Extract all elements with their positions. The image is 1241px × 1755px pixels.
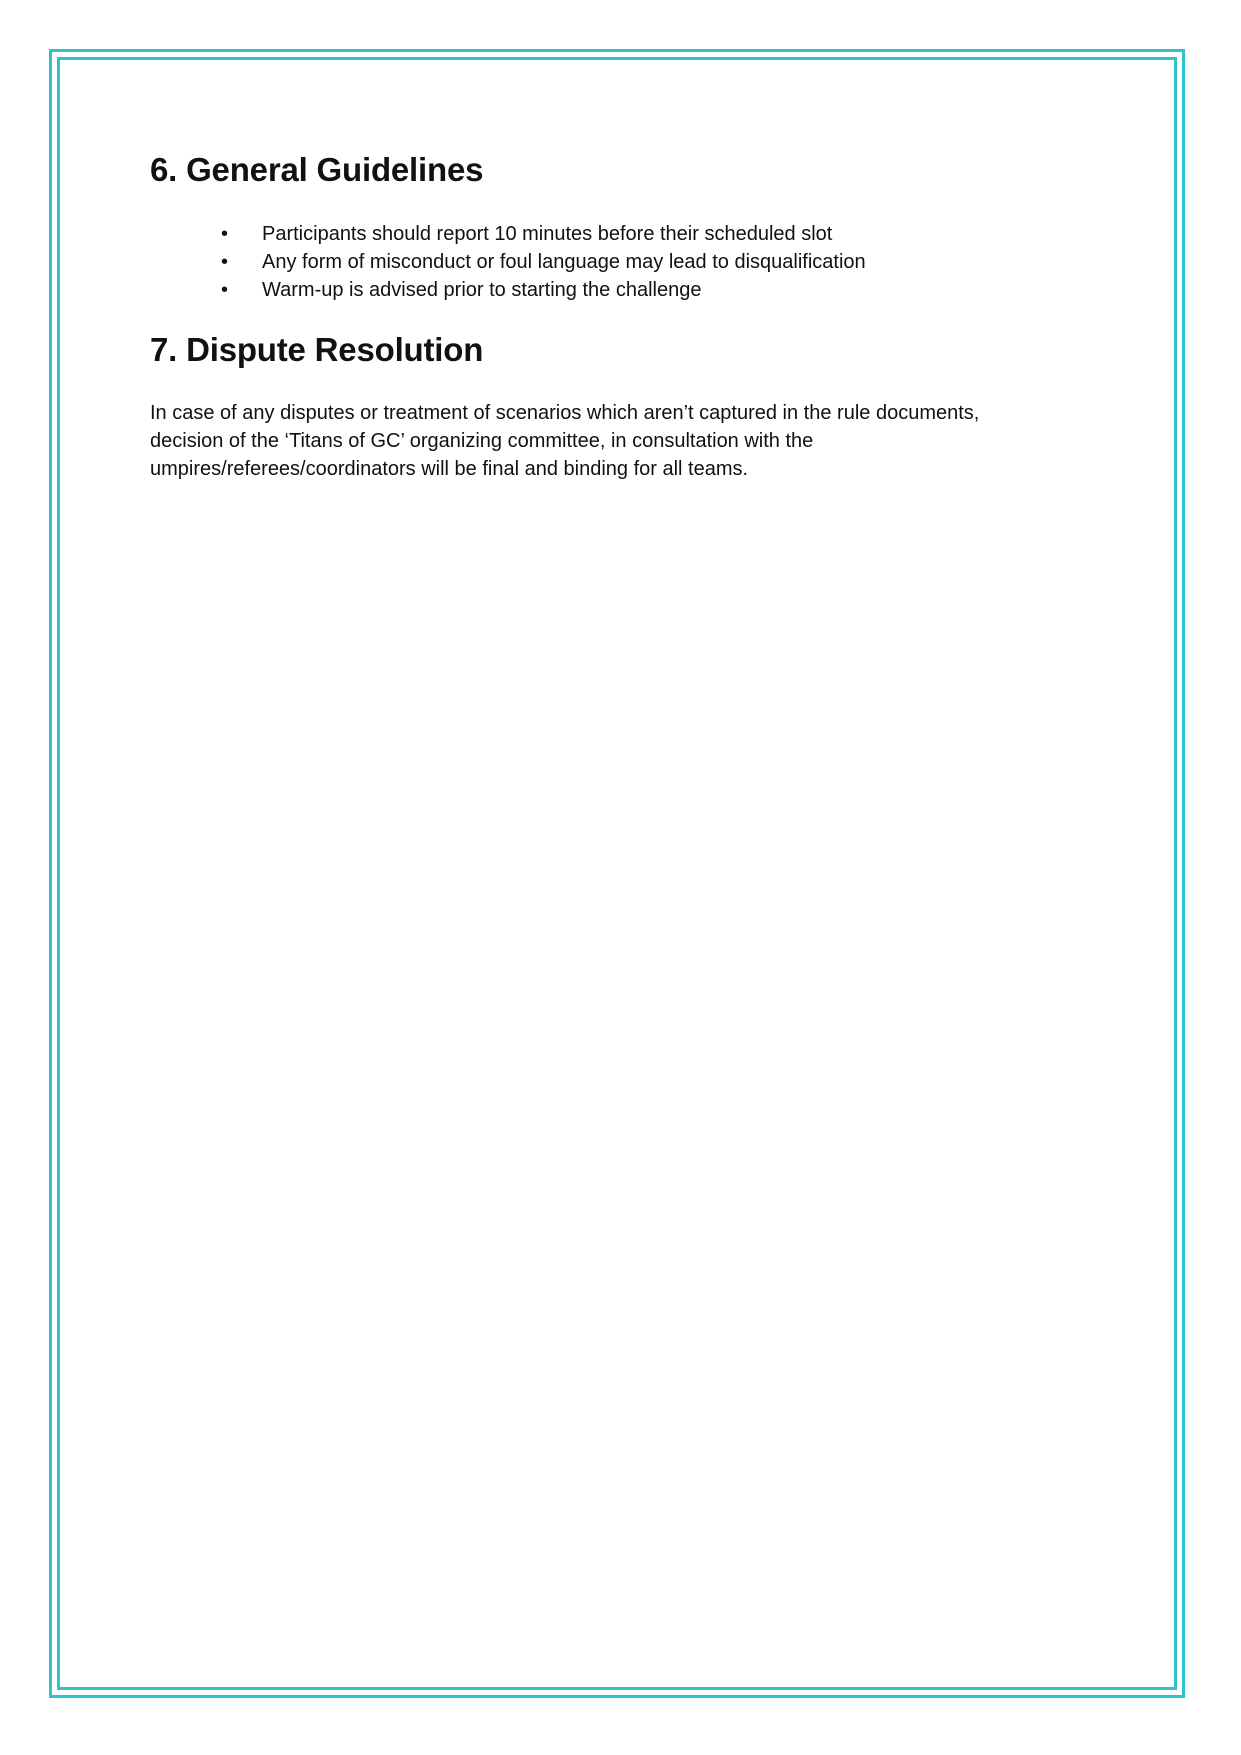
dispute-paragraph (150, 399, 1050, 483)
list-item-text: Warm-up is advised prior to starting the challenge (262, 278, 702, 301)
list-item (150, 220, 1080, 248)
section-heading: 7. Dispute Resolution (150, 330, 484, 368)
section-general-guidelines (150, 150, 1080, 304)
document-body (150, 150, 1080, 483)
bullet-icon: • (221, 222, 229, 245)
section-heading: 6. General Guidelines (150, 151, 484, 188)
list-item (150, 248, 1080, 276)
list-item-text: Any form of misconduct or foul language may lead to disqualification (262, 250, 866, 273)
guidelines-list (150, 220, 1080, 304)
paragraph-line: umpires/referees/coordinators will be final and binding for all teams. (150, 458, 749, 481)
paragraph-line: In case of any disputes or treatment of scenarios which aren’t captured in the rule documents, (150, 402, 980, 425)
section-dispute-resolution (150, 330, 1080, 484)
list-item (150, 276, 1080, 304)
bullet-icon: • (221, 250, 229, 273)
bullet-icon: • (221, 278, 229, 301)
paragraph-line: decision of the ‘Titans of GC’ organizing committee, in consultation with the (150, 430, 814, 453)
list-item-text: Participants should report 10 minutes before their scheduled slot (262, 222, 833, 245)
